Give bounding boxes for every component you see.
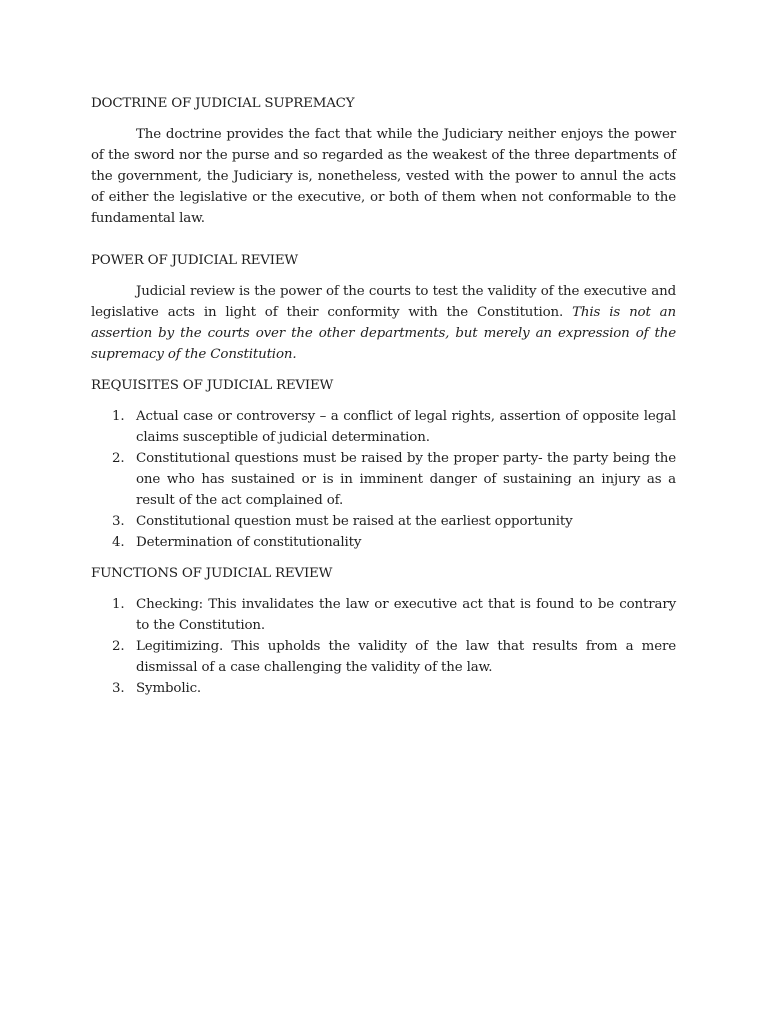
list-item-text: Constitutional question must be raised at the earliest opportunity (136, 514, 573, 529)
list-item-text: Constitutional questions must be raised by the proper party- the party being the one who has sustained or is in imminent danger of sustaining an injury as a result of the act complained of. (136, 451, 676, 508)
list-item (91, 594, 676, 636)
power-heading: POWER OF JUDICIAL REVIEW (91, 253, 298, 268)
list-item (91, 511, 676, 532)
power-paragraph-italic: This is not an assertion by the courts over the other departments, but merely an expression of the supremacy of the Constitution. (91, 305, 676, 362)
list-item-text: Determination of constitutionality (136, 535, 362, 550)
document-page (91, 93, 676, 699)
list-item-text: Symbolic. (136, 681, 202, 696)
list-item-text: Checking: This invalidates the law or executive act that is found to be contrary to the Constitution. (136, 597, 676, 633)
doctrine-paragraph: The doctrine provides the fact that while the Judiciary neither enjoys the power of the sword nor the purse and so regarded as the weakest of the three departments of the government, the Judiciary is, nonetheless, vested with the power to annul the acts of either the legislative or the executive, or both of them when not conformable to the fundamental law. (91, 127, 676, 226)
functions-list (91, 594, 676, 699)
list-item (91, 532, 676, 553)
list-item-number: 3. (112, 514, 125, 529)
list-item (91, 636, 676, 678)
list-item-number: 1. (112, 597, 125, 612)
list-item-text: Legitimizing. This upholds the validity of the law that results from a mere dismissal of a case challenging the validity of the law. (136, 639, 676, 675)
list-item-number: 2. (112, 451, 125, 466)
list-item-text: Actual case or controversy – a conflict of legal rights, assertion of opposite legal claims susceptible of judicial determination. (136, 409, 676, 445)
functions-heading: FUNCTIONS OF JUDICIAL REVIEW (91, 566, 333, 581)
power-paragraph (91, 281, 676, 365)
requisites-heading: REQUISITES OF JUDICIAL REVIEW (91, 378, 334, 393)
doctrine-heading: DOCTRINE OF JUDICIAL SUPREMACY (91, 96, 355, 111)
requisites-list (91, 406, 676, 553)
list-item (91, 406, 676, 448)
list-item-number: 3. (112, 681, 125, 696)
list-item-number: 4. (112, 535, 125, 550)
list-item (91, 448, 676, 511)
list-item-number: 1. (112, 409, 125, 424)
list-item-number: 2. (112, 639, 125, 654)
list-item (91, 678, 676, 699)
power-paragraph-plain: Judicial review is the power of the courts to test the validity of the executive and legislative acts in light of their conformity with the Constitution. (91, 284, 676, 320)
